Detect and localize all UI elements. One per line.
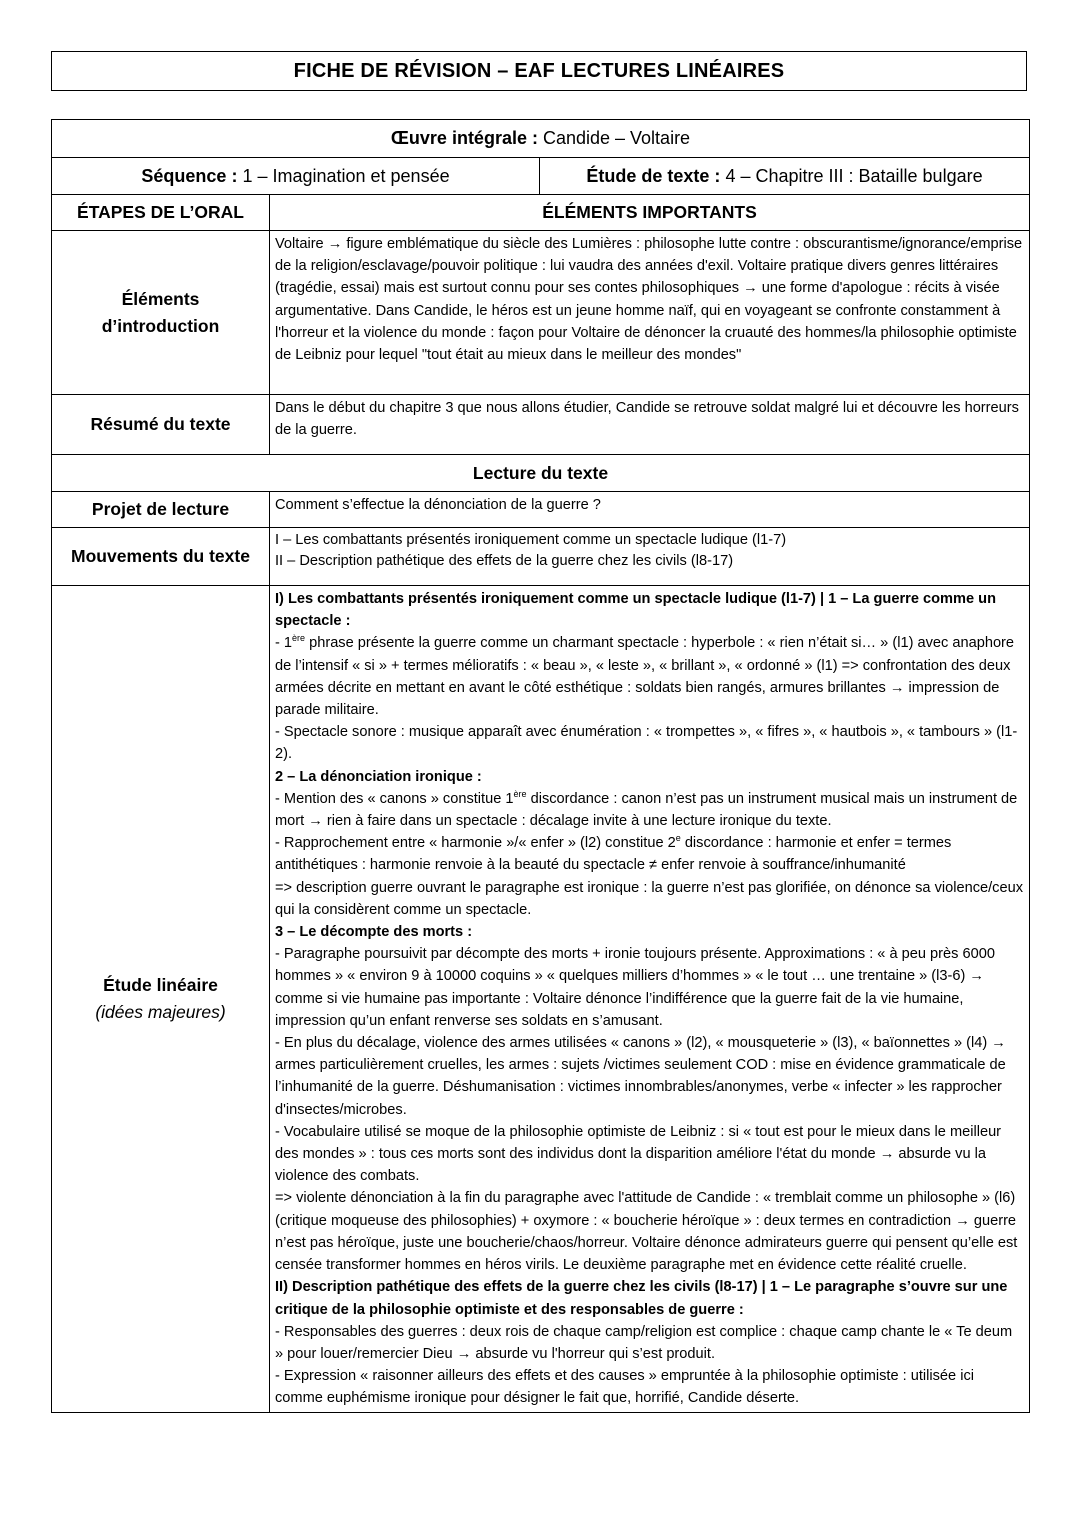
mouvements-label: Mouvements du texte	[52, 528, 270, 586]
etude-paragraph: - Vocabulaire utilisé se moque de la philosophie optimiste de Leibniz : si « tout est pour le mieux dans le meilleur des mondes » : tous ces morts sont des individus dont la disparition améliore l'état du monde → absurde vu la violence des combats.	[275, 1123, 1002, 1185]
etude-heading-1: I) Les combattants présentés ironiquement comme un spectacle ludique (l1-7) | 1 – La guerre comme un spectacle :	[275, 591, 996, 630]
revision-table	[51, 119, 1030, 1413]
page-title: FICHE DE RÉVISION – EAF LECTURES LINÉAIRES	[51, 51, 1027, 91]
intro-label: Éléments d’introduction	[52, 231, 270, 395]
etude-paragraph: - Expression « raisonner ailleurs des effets et des causes » empruntée à la philosophie optimiste : utilisée ici comme euphémisme ironique pour désigner le fait que, horrifié, Candide déserte.	[275, 1368, 974, 1407]
sequence-cell	[52, 158, 540, 195]
sequence-label: Séquence :	[141, 165, 238, 186]
etude-paragraph: - Mention des « canons » constitue 1ère discordance : canon n’est pas un instrument musical mais un instrument de mort → rien à faire dans un spectacle : décalage invite à une lecture ironique du texte.	[275, 788, 1018, 830]
col-header-elements: ÉLÉMENTS IMPORTANTS	[270, 195, 1030, 231]
etude-paragraph: - Responsables des guerres : deux rois de chaque camp/religion est complice : chaque camp chante le « Te deum » pour louer/remercier Dieu → absurde vu l'horreur qui s’est produit.	[275, 1323, 1013, 1362]
oeuvre-value: Candide – Voltaire	[537, 128, 691, 148]
etude-heading-4: II) Description pathétique des effets de la guerre chez les civils (l8-17) | 1 – Le paragraphe s’ouvre sur une critique de la philosophie optimiste et des responsables de guerre :	[275, 1279, 1008, 1318]
etude-paragraph: - 1ère phrase présente la guerre comme un charmant spectacle : hyperbole : « rien n’était si… » (l1) avec anaphore de l’intensif « si » + termes mélioratifs : « beau », « leste », « brillant », « ordonné » (l1) => confrontation des deux armées décrite en mettant en avant le côté esthétique : soldats bien rangés, armures brillantes → impression de parade militaire.	[275, 633, 1015, 719]
mouvement-1: I – Les combattants présentés ironiquement comme un spectacle ludique (l1-7)	[275, 532, 787, 548]
mouvements-row	[52, 528, 1030, 586]
col-header-etapes: ÉTAPES DE L’ORAL	[52, 195, 270, 231]
etude-paragraph: - Rapprochement entre « harmonie »/« enfer » (l2) constitue 2e discordance : harmonie et enfer = termes antithétiques : harmonie renvoie à la beauté du spectacle ≠ enfer renvoie à souffrance/inhumanité	[275, 833, 952, 874]
etude-texte-cell	[540, 158, 1030, 195]
etude-paragraph: => description guerre ouvrant le paragraphe est ironique : la guerre n’est pas glorifiée, on dénonce sa violence/ceux qui la considèrent comme un spectacle.	[275, 879, 1023, 918]
column-headers-row	[52, 195, 1030, 231]
projet-label: Projet de lecture	[52, 492, 270, 528]
mouvement-2: II – Description pathétique des effets de la guerre chez les civils (l8-17)	[275, 553, 734, 569]
resume-label: Résumé du texte	[52, 395, 270, 455]
oeuvre-row	[52, 120, 1030, 158]
etude-content	[270, 586, 1030, 1413]
etude-sublabel: (idées majeures)	[95, 1001, 226, 1022]
etude-label-cell	[52, 586, 270, 1413]
intro-row	[52, 231, 1030, 395]
lecture-header: Lecture du texte	[52, 455, 1030, 492]
sequence-value: 1 – Imagination et pensée	[237, 165, 450, 186]
etude-paragraph: - Paragraphe poursuivit par décompte des morts + ironie toujours présente. Approximations : « à peu près 6000 hommes » « environ 9 à 10000 coquins » « quelques milliers d’hommes » « le tout … une trentaine » (l3-6) → comme si vie humaine pas importante : Voltaire dénonce l’indifférence que la guerre fait de la vie humaine, impression qu’un enfant renverse ses soldats en s’amusant.	[275, 946, 995, 1029]
sequence-row	[52, 158, 1030, 195]
resume-row	[52, 395, 1030, 455]
etude-paragraph: => violente dénonciation à la fin du paragraphe avec l'attitude de Candide : « tremblait comme un philosophe » (l6) (critique moqueuse des philosophies) + oxymore : « boucherie héroïque » : deux termes en contradiction → guerre n’est pas héroïque, juste une boucherie/chaos/horreur. Voltaire dénonce admirateurs guerre qui pensent qu’elle est censée transformer hommes en héros virils. Le deuxième paragraphe met en évidence cette réalité cruelle.	[275, 1190, 1018, 1274]
mouvements-content	[270, 528, 1030, 586]
oeuvre-cell	[52, 120, 1030, 158]
projet-row	[52, 492, 1030, 528]
etude-texte-label: Étude de texte :	[586, 165, 721, 186]
etude-label: Étude linéaire	[103, 974, 218, 995]
resume-content: Dans le début du chapitre 3 que nous allons étudier, Candide se retrouve soldat malgré lui et découvre les horreurs de la guerre.	[270, 395, 1030, 455]
projet-content: Comment s’effectue la dénonciation de la guerre ?	[270, 492, 1030, 528]
etude-paragraph: - En plus du décalage, violence des armes utilisées « canons » (l2), « mousqueterie » (l3), « baïonnettes » (l4) → armes particulièrement cruelles, les armes : sujets /victimes seulement COD : mise en évidence grammaticale de l’inhumanité de la guerre. Déshumanisation : victimes innombrables/anonymes, verbe « infecter » les rapprocher d'insectes/microbes.	[275, 1035, 1006, 1118]
etude-row	[52, 586, 1030, 1413]
etude-heading-3: 3 – Le décompte des morts :	[275, 924, 473, 941]
etude-texte-value: 4 – Chapitre III : Bataille bulgare	[720, 165, 983, 186]
oeuvre-label: Œuvre intégrale :	[390, 128, 538, 148]
etude-paragraph: - Spectacle sonore : musique apparaît avec énumération : « trompettes », « fifres », « hautbois », « tambours » (l1-2).	[275, 724, 1018, 763]
intro-content: Voltaire → figure emblématique du siècle des Lumières : philosophe lutte contre : obscurantisme/ignorance/emprise de la religion/esclavage/pouvoir politique : lui vaudra des années d'exil. Voltaire pratique divers genres littéraires (tragédie, essai) mais est surtout connu pour ses contes philosophiques → une forme d'apologue : récits à visée argumentative. Dans Candide, le héros est un jeune homme naïf, qui en voyageant se confronte constamment à l'horreur et la violence du monde : façon pour Voltaire de dénoncer la cruauté des hommes/la philosophie optimiste de Leibniz pour lequel "tout était au mieux dans le meilleur des mondes"	[270, 231, 1030, 395]
lecture-header-row	[52, 455, 1030, 492]
etude-heading-2: 2 – La dénonciation ironique :	[275, 768, 482, 785]
